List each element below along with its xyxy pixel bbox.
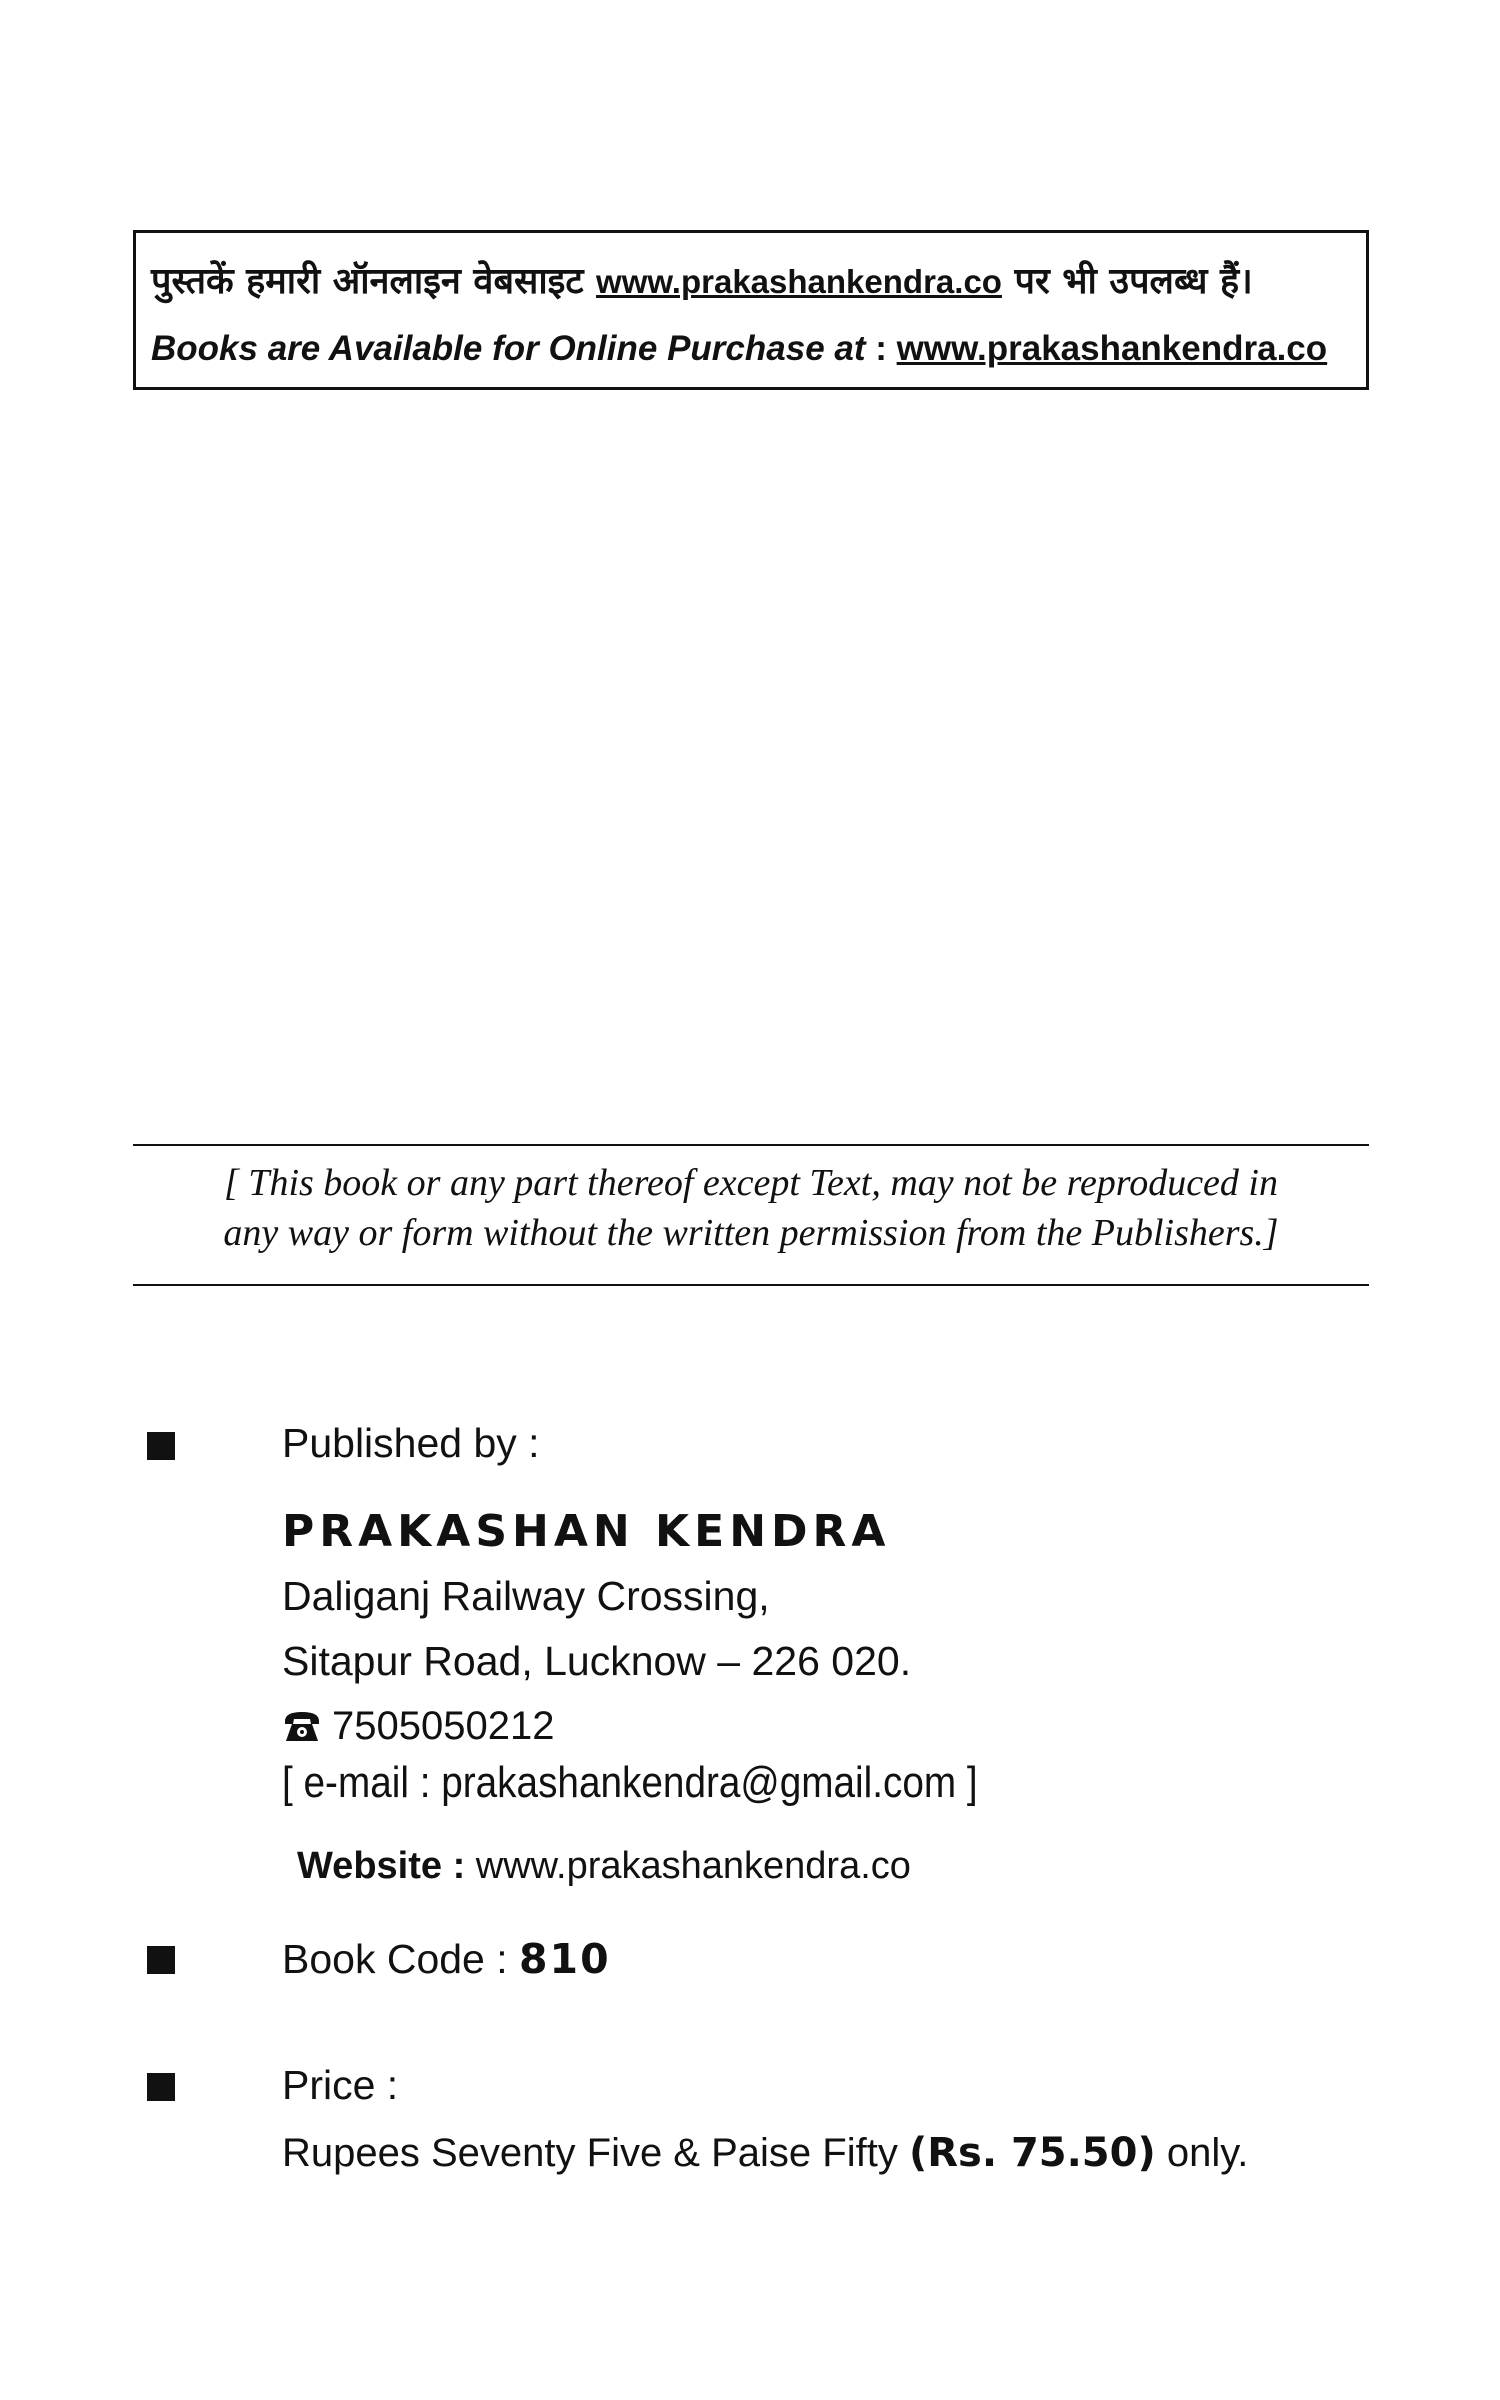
- square-bullet-icon: [147, 1946, 175, 1974]
- price-label: Price :: [282, 2062, 399, 2108]
- address-line-2: Sitapur Road, Lucknow – 226 020.: [282, 1638, 912, 1684]
- square-bullet-icon: [147, 1432, 175, 1460]
- copyright-notice: [133, 1158, 1369, 1258]
- book-code-label: Book Code :: [282, 1936, 520, 1982]
- website-label: Website :: [297, 1845, 466, 1887]
- book-code-line: [282, 1935, 611, 1983]
- price-text-before: Rupees Seventy Five & Paise Fifty: [282, 2131, 909, 2175]
- square-bullet-icon: [147, 2073, 175, 2101]
- telephone-icon: [282, 1708, 322, 1753]
- notice-line-1: [ This book or any part thereof except Text, may not be reproduced in: [224, 1162, 1278, 1204]
- price-line: [282, 2130, 1248, 2176]
- phone-line: [282, 1704, 554, 1753]
- notice-top-rule: [133, 1144, 1369, 1146]
- notice-bottom-rule: [133, 1284, 1369, 1286]
- hindi-website-link[interactable]: www.prakashankendra.co: [596, 263, 1002, 300]
- english-website-link[interactable]: www.prakashankendra.co: [896, 329, 1328, 368]
- published-by-label: Published by :: [282, 1420, 540, 1466]
- hindi-availability-line: [151, 255, 1253, 304]
- address-line-1: Daliganj Railway Crossing,: [282, 1573, 770, 1619]
- website-line: [297, 1845, 911, 1888]
- online-availability-box: [133, 230, 1369, 390]
- price-text-after: only.: [1155, 2131, 1249, 2175]
- publisher-name: PRAKASHAN KENDRA: [282, 1506, 891, 1557]
- english-colon: :: [865, 329, 897, 368]
- english-availability-line: [151, 329, 1327, 369]
- hindi-text-before: पुस्तकें हमारी ऑनलाइन वेबसाइट: [151, 261, 584, 302]
- email-line: [ e-mail : prakashankendra@gmail.com ]: [282, 1758, 978, 1807]
- phone-number: 7505050212: [332, 1704, 555, 1748]
- hindi-text-after: पर भी उपलब्ध हैं।: [1014, 261, 1253, 302]
- book-code-value: 810: [519, 1935, 611, 1983]
- notice-line-2: any way or form without the written permission from the Publishers.]: [223, 1212, 1279, 1254]
- english-availability-label: Books are Available for Online Purchase at: [151, 329, 866, 368]
- price-amount: (Rs. 75.50): [908, 2130, 1156, 2176]
- website-url[interactable]: www.prakashankendra.co: [475, 1845, 911, 1887]
